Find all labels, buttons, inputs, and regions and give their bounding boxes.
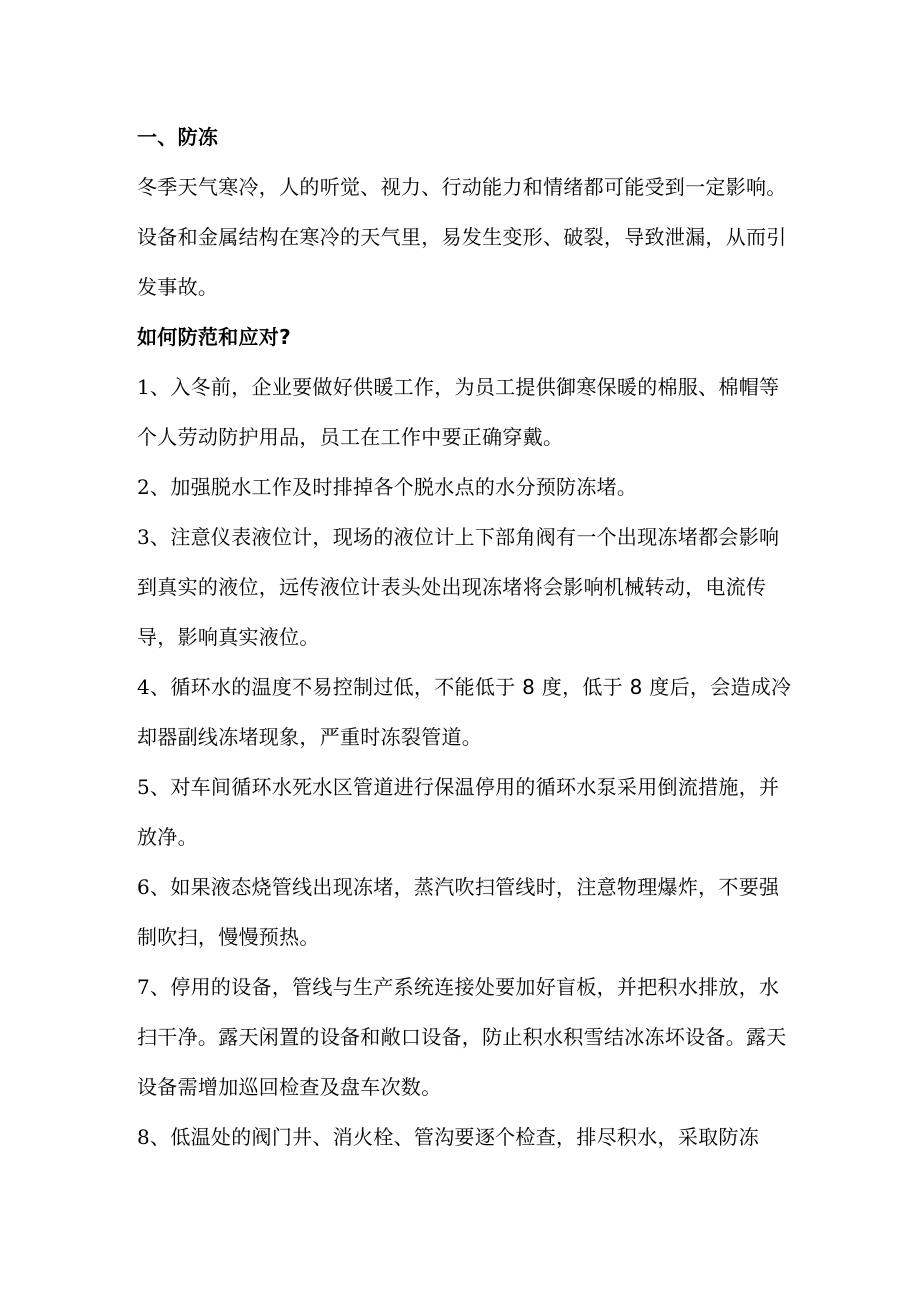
list-item <box>137 962 797 1112</box>
item-number: 2 <box>137 475 151 499</box>
item-text: 、加强脱水工作及时排掉各个脱水点的水分预防冻堵。 <box>150 475 638 499</box>
section-title: 一、防冻 <box>137 125 219 149</box>
list-item <box>137 862 797 962</box>
item-number: 1 <box>137 375 151 399</box>
item-text: 、如果液态烧管线出现冻堵，蒸汽吹扫管线时，注意物理爆炸，不要强制吹扫，慢慢预热。 <box>137 875 780 949</box>
list-item <box>137 462 797 512</box>
item-text: 、对车间循环水死水区管道进行保温停用的循环水泵采用倒流措施，并放净。 <box>137 775 780 849</box>
list-item <box>137 512 797 662</box>
item-text: 、入冬前，企业要做好供暖工作，为员工提供御寒保暖的棉服、棉帽等个人劳动防护用品，员工在工作中要正确穿戴。 <box>137 375 780 449</box>
item-text: 、注意仪表液位计，现场的液位计上下部角阀有一个出现冻堵都会影响到真实的液位，远传液位计表头处出现冻堵将会影响机械转动，电流传导，影响真实液位。 <box>137 525 780 649</box>
list-item <box>137 762 797 862</box>
list-item <box>137 1112 797 1162</box>
item-number: 6 <box>137 875 151 899</box>
intro-paragraph: 冬季天气寒冷，人的听觉、视力、行动能力和情绪都可能受到一定影响。设备和金属结构在寒冷的天气里，易发生变形、破裂，导致泄漏，从而引发事故。 <box>137 175 787 299</box>
item-text: 、停用的设备，管线与生产系统连接处要加好盲板，并把积水排放，水扫干净。露天闲置的设备和敞口设备，防止积水积雪结冰冻坏设备。露天设备需增加巡回检查及盘车次数。 <box>137 975 787 1099</box>
item-number: 4 <box>137 675 151 699</box>
item-text: 、低温处的阀门井、消火栓、管沟要逐个检查，排尽积水，采取防冻 <box>150 1125 760 1149</box>
question-heading: 如何防范和应对? <box>137 325 292 349</box>
list-item <box>137 662 797 762</box>
item-number: 8 <box>137 1125 151 1149</box>
item-number: 7 <box>137 975 151 999</box>
item-number: 3 <box>137 525 151 549</box>
item-number: 5 <box>137 775 151 799</box>
list-item <box>137 362 797 462</box>
document-body <box>137 112 797 1162</box>
item-text: 、循环水的温度不易控制过低，不能低于 8 度，低于 8 度后，会造成冷却器副线冻堵现象，严重时冻裂管道。 <box>137 675 792 749</box>
